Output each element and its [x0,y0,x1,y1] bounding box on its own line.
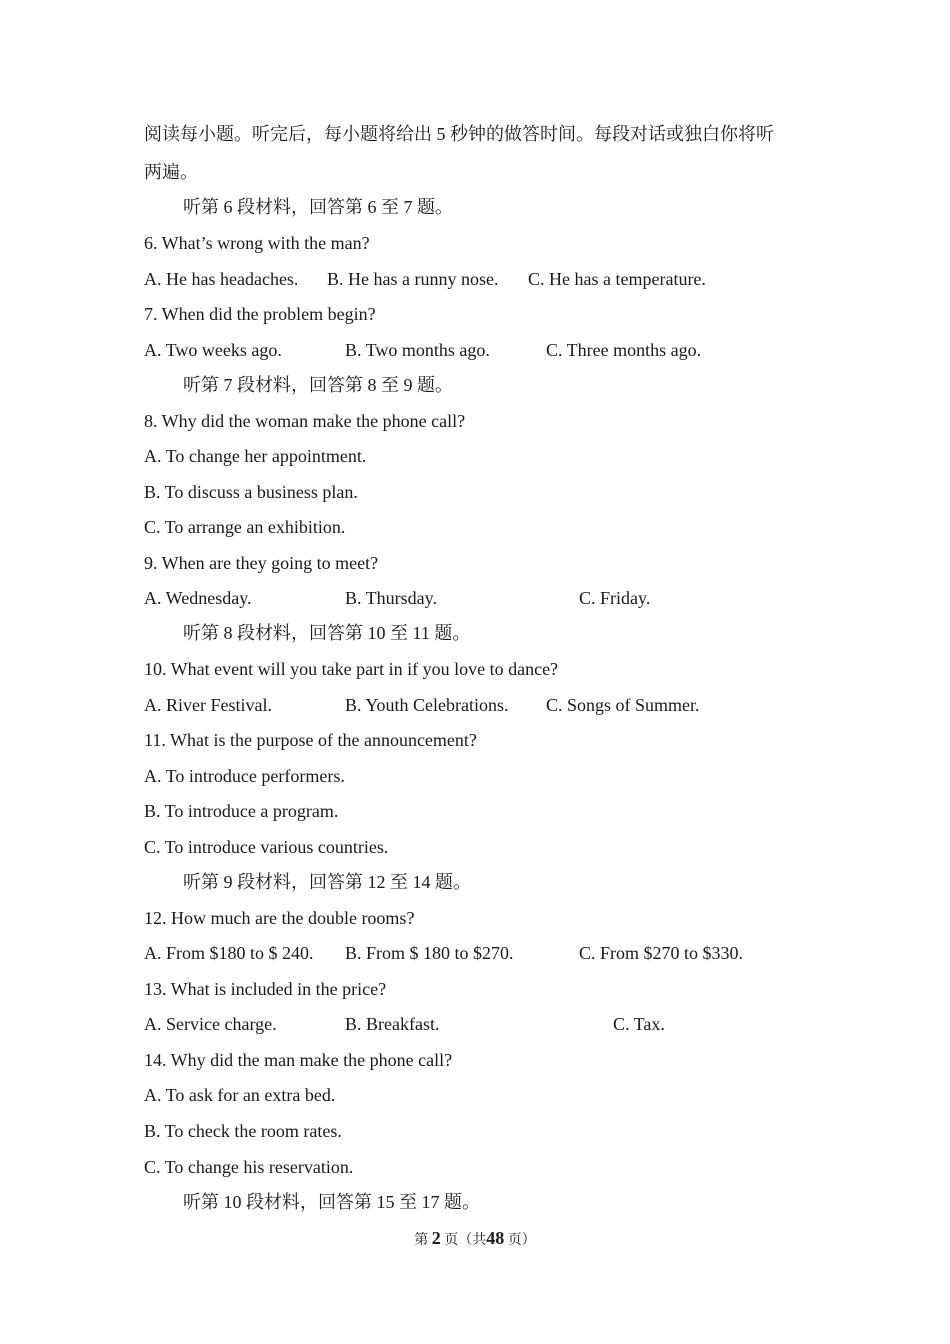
option-13a: A. Service charge. [144,1014,277,1034]
page-footer [0,1227,950,1252]
option-13c: C. Tax. [613,1014,665,1034]
option-11a: A. To introduce performers. [144,766,345,786]
option-12a: A. From $180 to $ 240. [144,943,314,963]
question-14: 14. Why did the man make the phone call? [144,1050,453,1070]
section-heading-8: 听第 8 段材料，回答第 10 至 11 题。 [183,623,471,643]
option-6a: A. He has headaches. [144,269,299,289]
option-9c: C. Friday. [579,588,651,608]
question-7: 7. When did the problem begin? [144,304,376,324]
option-10a: A. River Festival. [144,695,272,715]
option-11c: C. To introduce various countries. [144,837,389,857]
question-8: 8. Why did the woman make the phone call? [144,411,466,431]
section-heading-7: 听第 7 段材料，回答第 8 至 9 题。 [183,375,453,395]
question-6: 6. What’s wrong with the man? [144,233,370,253]
option-8b: B. To discuss a business plan. [144,482,358,502]
option-10b: B. Youth Celebrations. [345,695,509,715]
section-heading-6: 听第 6 段材料，回答第 6 至 7 题。 [183,197,453,217]
question-10: 10. What event will you take part in if you love to dance? [144,659,559,679]
footer-suffix: 页） [507,1233,536,1248]
option-9b: B. Thursday. [345,588,437,608]
footer-page-number: 2 [431,1228,441,1248]
question-12: 12. How much are the double rooms? [144,908,415,928]
intro-line-1: 阅读每小题。听完后，每小题将给出 5 秒钟的做答时间。每段对话或独白你将听 [144,124,774,144]
option-12c: C. From $270 to $330. [579,943,744,963]
footer-total-pages: 48 [486,1228,505,1248]
intro-line-2: 两遍。 [144,162,198,182]
option-14a: A. To ask for an extra bed. [144,1085,336,1105]
option-12b: B. From $ 180 to $270. [345,943,514,963]
footer-middle: 页（共 [444,1233,487,1248]
section-heading-9: 听第 9 段材料，回答第 12 至 14 题。 [183,872,471,892]
section-heading-10: 听第 10 段材料，回答第 15 至 17 题。 [183,1192,480,1212]
option-6b: B. He has a runny nose. [327,269,499,289]
footer-prefix: 第 [414,1233,429,1248]
option-10c: C. Songs of Summer. [546,695,700,715]
option-8c: C. To arrange an exhibition. [144,517,346,537]
question-13: 13. What is included in the price? [144,979,387,999]
option-13b: B. Breakfast. [345,1014,440,1034]
option-7b: B. Two months ago. [345,340,490,360]
option-11b: B. To introduce a program. [144,801,339,821]
option-7c: C. Three months ago. [546,340,702,360]
option-7a: A. Two weeks ago. [144,340,282,360]
option-14b: B. To check the room rates. [144,1121,342,1141]
option-8a: A. To change her appointment. [144,446,367,466]
option-14c: C. To change his reservation. [144,1157,354,1177]
option-9a: A. Wednesday. [144,588,252,608]
question-11: 11. What is the purpose of the announcement? [144,730,477,750]
option-6c: C. He has a temperature. [528,269,706,289]
question-9: 9. When are they going to meet? [144,553,379,573]
